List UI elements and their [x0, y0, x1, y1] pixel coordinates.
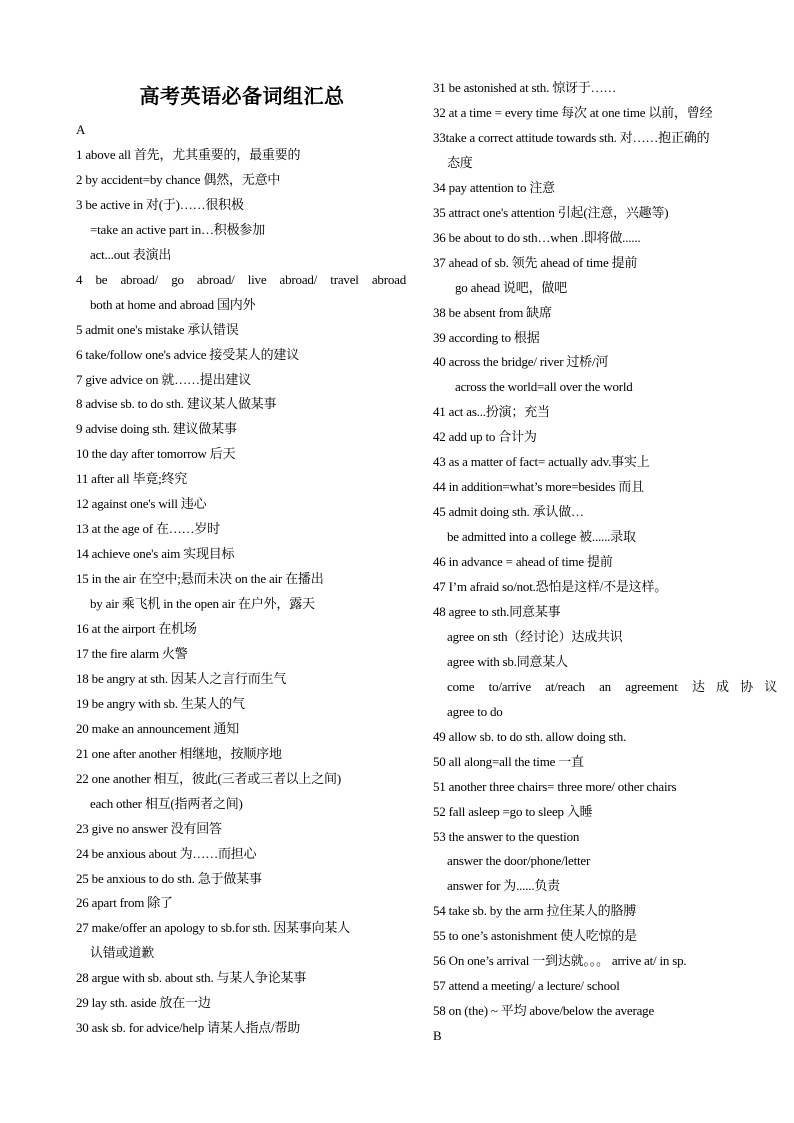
phrase-line: 31 be astonished at sth. 惊讶于……	[433, 80, 617, 95]
phrase-line: agree with sb.同意某人	[447, 653, 568, 669]
phrase-line: 8 advise sb. to do sth. 建议某人做某事	[76, 396, 277, 412]
phrase-line: 49 allow sb. to do sth. allow doing sth.	[433, 728, 627, 744]
phrase-line: 44 in addition=what’s more=besides 而且	[433, 479, 644, 495]
phrase-line: 14 achieve one's aim 实现目标	[76, 546, 235, 562]
phrase-line: =take an active part in…积极参加	[90, 221, 266, 237]
phrase-line: B	[433, 1028, 442, 1044]
phrase-line: 19 be angry with sb. 生某人的气	[76, 695, 245, 711]
phrase-line: 57 attend a meeting/ a lecture/ school	[433, 978, 620, 994]
phrase-line: 6 take/follow one's advice 接受某人的建议	[76, 346, 299, 362]
phrase-line: each other 相互(指两者之间)	[90, 795, 243, 811]
phrase-line: 39 according to 根据	[433, 329, 540, 345]
phrase-line: across the world=all over the world	[455, 379, 633, 395]
phrase-line: 13 at the age of 在……岁时	[76, 521, 220, 537]
phrase-line: 3 be active in 对(于)……很积极	[76, 196, 244, 212]
phrase-line: both at home and abroad 国内外	[90, 296, 256, 312]
phrase-line: 58 on (the) ~ 平均 above/below the average	[433, 1003, 655, 1019]
phrase-line: 28 argue with sb. about sth. 与某人争论某事	[76, 970, 307, 986]
phrase-line: 7 give advice on 就……提出建议	[76, 371, 252, 387]
phrase-line: 态度	[447, 154, 473, 170]
phrase-line: 37 ahead of sb. 领先 ahead of time 提前	[433, 254, 638, 270]
phrase-line: 35 attract one's attention 引起(注意，兴趣等)	[433, 204, 669, 220]
phrase-line: 20 make an announcement 通知	[76, 720, 240, 736]
phrase-line: 34 pay attention to 注意	[433, 179, 555, 195]
phrase-line: 43 as a matter of fact= actually adv.事实上	[433, 454, 650, 470]
phrase-line: 27 make/offer an apology to sb.for sth. 因某事向某人	[76, 920, 350, 936]
phrase-line: 25 be anxious to do sth. 急于做某事	[76, 870, 262, 886]
phrase-line: 23 give no answer 没有回答	[76, 820, 222, 836]
phrase-line: 51 another three chairs= three more/ other chairs	[433, 778, 677, 794]
phrase-line: 56 On one’s arrival 一到达就。。。 arrive at/ in sp.	[433, 953, 687, 969]
phrase-line: 10 the day after tomorrow 后天	[76, 446, 236, 462]
phrase-line: answer the door/phone/letter	[447, 853, 591, 869]
phrase-line: 17 the fire alarm 火警	[76, 645, 188, 661]
phrase-line: 47 I’m afraid so/not.恐怕是这样/不是这样。	[433, 579, 668, 594]
phrase-line: 认错或道歉	[90, 945, 155, 961]
phrase-line: 11 after all 毕竟;终究	[76, 471, 188, 487]
phrase-line: 4 be abroad/ go abroad/ live abroad/ travel abroad	[76, 271, 406, 287]
phrase-line: 48 agree to sth.同意某事	[433, 603, 561, 619]
phrase-line: 16 at the airport 在机场	[76, 621, 197, 636]
phrase-line: agree to do	[447, 703, 503, 719]
phrase-line: 5 admit one's mistake 承认错误	[76, 321, 239, 337]
phrase-line: go ahead 说吧，做吧	[455, 279, 568, 295]
phrase-line: 2 by accident=by chance 偶然，无意中	[76, 171, 281, 187]
phrase-line: 18 be angry at sth. 因某人之言行而生气	[76, 670, 287, 686]
phrase-line: 42 add up to 合计为	[433, 429, 537, 445]
phrase-line: 26 apart from 除了	[76, 895, 173, 911]
phrase-line: 45 admit doing sth. 承认做…	[433, 504, 584, 520]
phrase-line: 15 in the air 在空中;悬而未决 on the air 在播出	[76, 571, 324, 587]
phrase-line: 54 take sb. by the arm 拉住某人的胳膊	[433, 903, 637, 919]
phrase-line: 9 advise doing sth. 建议做某事	[76, 421, 237, 437]
phrase-line: 52 fall asleep =go to sleep 入睡	[433, 803, 593, 819]
phrase-line: 50 all along=all the time 一直	[433, 753, 584, 769]
phrase-line: 33take a correct attitude towards sth. 对……抱正确的	[433, 129, 710, 145]
phrase-line: 22 one another 相互，彼此(三者或三者以上之间)	[76, 770, 341, 786]
phrase-line: 30 ask sb. for advice/help 请某人指点/帮助	[76, 1020, 301, 1036]
page-title: 高考英语必备词组汇总	[139, 84, 345, 108]
phrase-line: 29 lay sth. aside 放在一边	[76, 995, 211, 1011]
phrase-line: 24 be anxious about 为……而担心	[76, 845, 257, 861]
phrase-line: 36 be about to do sth…when .即将做......	[433, 229, 641, 245]
phrase-line: be admitted into a college 被......录取	[447, 529, 636, 545]
phrase-line: 53 the answer to the question	[433, 828, 580, 844]
phrase-line: 12 against one's will 违心	[76, 496, 207, 512]
phrase-line: 38 be absent from 缺席	[433, 304, 552, 320]
phrase-line: come to/arrive at/reach an agreement 达成协议	[447, 678, 777, 694]
phrase-line: 40 across the bridge/ river 过桥/河	[433, 354, 609, 370]
phrase-line: 46 in advance = ahead of time 提前	[433, 554, 613, 570]
phrase-line: agree on sth（经讨论）达成共识	[447, 628, 623, 644]
phrase-line: act...out 表演出	[90, 246, 172, 262]
phrase-line: 21 one after another 相继地，按顺序地	[76, 745, 282, 761]
phrase-line: 32 at a time = every time 每次 at one time 以前，曾经	[433, 104, 713, 120]
phrase-line: by air 乘飞机 in the open air 在户外，露天	[90, 596, 315, 612]
phrase-line: A	[76, 122, 86, 137]
phrase-line: 1 above all 首先，尤其重要的，最重要的	[76, 146, 301, 162]
phrase-line: answer for 为......负责	[447, 878, 560, 894]
phrase-line: 41 act as...扮演；充当	[433, 404, 550, 420]
phrase-line: 55 to one’s astonishment 使人吃惊的是	[433, 928, 637, 944]
